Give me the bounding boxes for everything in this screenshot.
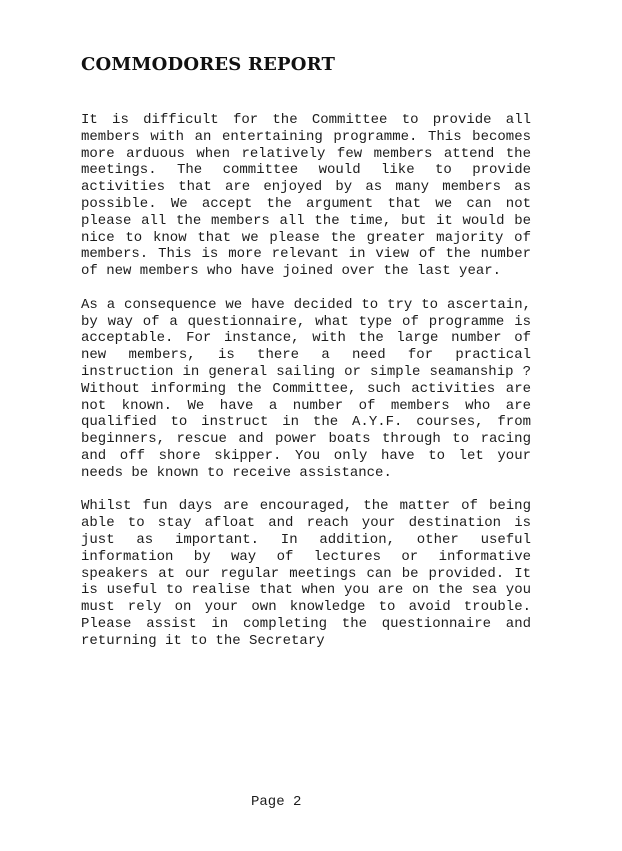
page-title: COMMODORES REPORT [81,54,336,75]
page-number: Page 2 [251,794,302,810]
paragraph-questionnaire: As a consequence we have decided to try to ascertain, by way of a questionnaire, what type of programme is acceptable. For instance, with the large number of new members, is there a need for practical instruction in general sailing or simple seamanship ? Without informing the Committee, such activities are not known. We have a number of members who are qualified to instruct in the A.Y.F. courses, from beginners, rescue and power boats through to racing and off shore skipper. You only have to let your needs be known to receive assistance. [81,296,531,481]
report-body [81,112,531,666]
paragraph-intro: It is difficult for the Committee to provide all members with an entertaining programme. This becomes more arduous when relatively few members attend the meetings. The committee would like to provide activities that are enjoyed by as many members as possible. We accept the argument that we can not please all the members all the time, but it would be nice to know that we please the greater majority of members. This is more relevant in view of the number of new members who have joined over the last year. [81,112,531,280]
paragraph-safety: Whilst fun days are encouraged, the matter of being able to stay afloat and reach your destination is just as important. In addition, other useful information by way of lectures or informative speakers at our regular meetings can be provided. It is useful to realise that when you are on the sea you must rely on your own knowledge to avoid trouble. Please assist in completing the questionnaire and returning it to the Secretary [81,498,531,649]
